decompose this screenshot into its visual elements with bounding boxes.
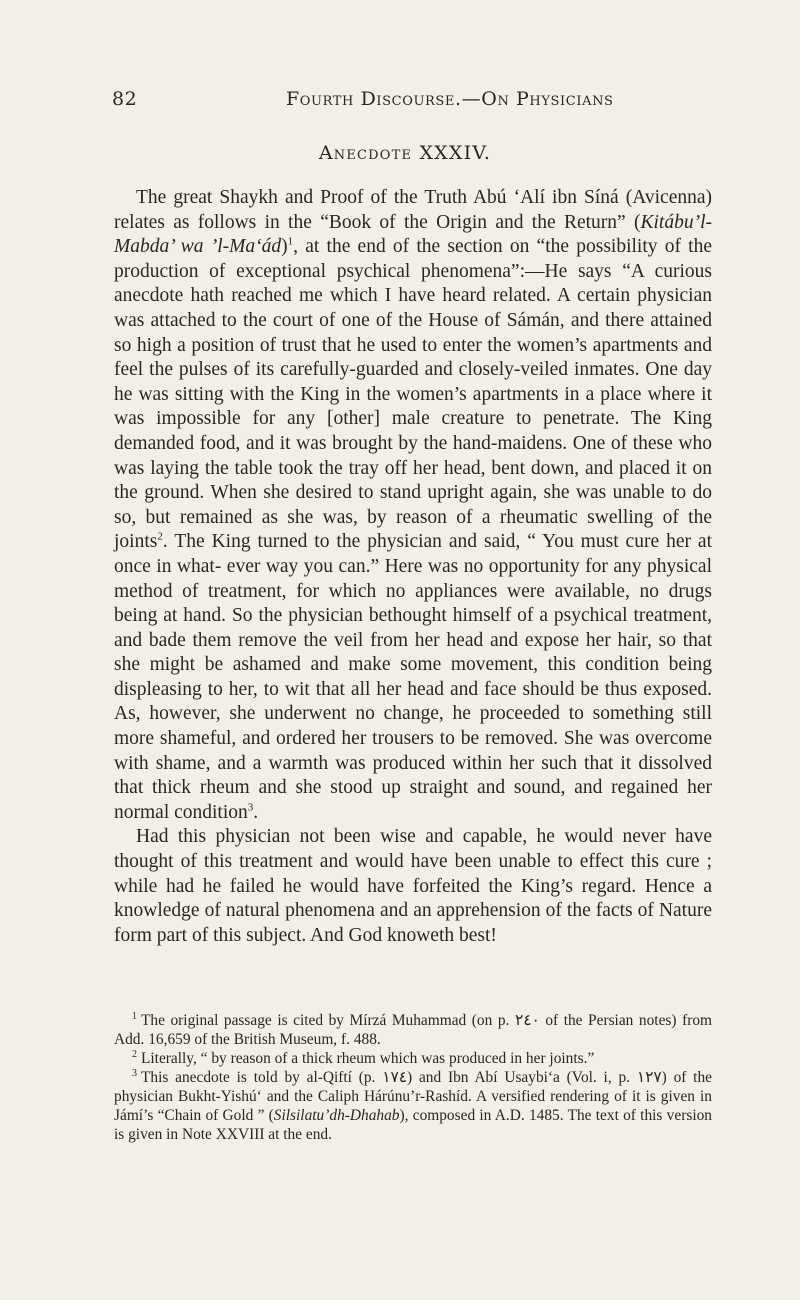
- footnote-3-text-a: This anecdote is told by al-Qiftí (p.: [141, 1069, 383, 1086]
- footnote-3: [114, 1068, 712, 1144]
- footnote-ref-2[interactable]: 2: [157, 530, 163, 543]
- paragraph-1: [114, 186, 712, 825]
- paragraph-1-part-e: .: [253, 801, 259, 823]
- running-title: Fourth Discourse.—On Physicians: [286, 88, 614, 110]
- footnote-3-book-title: Silsilatu’dh-Dhahab: [273, 1107, 400, 1124]
- footnote-3-arabic-page-2: ١٢٧: [636, 1069, 662, 1086]
- paragraph-1-part-c: , at the end of the section on “the possibility of the production of exceptional psychical phenomena”:—He says “A curious anecdote hath reached me which I have heard related. A certain physician was attached to the court of one of the House of Sámán, and there attained so high a position of trust that he used to enter the women’s apartments and feel the pulses of its carefully-guarded and closely-veiled inmates. One day he was sitting with the King in the women’s apartments in a place where it was impossible for any [other] male creature to penetrate. The King demanded food, and it was brought by the hand-maidens. One of these who was laying the table took the tray off her head, bent down, and placed it on the ground. When she desired to stand upright again, she was unable to do so, but remained as she was, by reason of a rheumatic swelling of the joints: [114, 236, 712, 553]
- paragraph-1-part-a: The great Shaykh and Proof of the Truth Abú ‘Alí ibn Síná (Avicenna) relates as follows in the “Book of the Origin and the Return” (: [114, 187, 712, 233]
- footnote-2: [114, 1049, 712, 1068]
- footnote-3-text-b: ) and Ibn Abí Usaybi‘a (Vol. i, p.: [407, 1069, 637, 1086]
- footnotes: [114, 1011, 712, 1144]
- paragraph-2: Had this physician not been wise and capable, he would never have thought of this treatment and would have been unable to effect this cure ; while had he failed he would have forfeited the King’s regard. Hence a knowledge of natural phenomena and an apprehension of the facts of Nature form part of this subject. And God knoweth best!: [114, 826, 712, 946]
- book-title-italic: Kitábu’l-Mabda’ wa ’l-Ma‘ád: [114, 211, 712, 258]
- running-head: [112, 88, 712, 118]
- footnote-1-text-b: of the Persian notes) from Add. 16,659 of the British Museum, f. 488.: [114, 1012, 712, 1048]
- footnote-1-arabic-page: ٢٤٠: [514, 1012, 540, 1029]
- footnote-3-arabic-page-1: ١٧٤: [382, 1069, 408, 1086]
- footnote-ref-3[interactable]: 3: [247, 801, 254, 814]
- footnote-3-text-d: ), composed in A.D. 1485. The text of this version is given in Note XXVIII at the end.: [114, 1107, 712, 1143]
- footnote-ref-1[interactable]: 1: [287, 235, 294, 248]
- footnote-1-mark: 1: [132, 1010, 137, 1022]
- paragraph-1-part-b: ): [281, 236, 288, 258]
- anecdote-heading: Anecdote XXXIV.: [318, 142, 492, 164]
- footnote-1-text-a: The original passage is cited by Mírzá Muhammad (on p.: [141, 1012, 515, 1029]
- footnote-3-mark: 3: [132, 1067, 137, 1079]
- paragraph-1-part-d: . The King turned to the physician and said, “ You must cure her at once in what- ever way you can.” Here was no opportunity for any physical method of treatment, for which no appliances were available, no drugs being at hand. So the physician bethought himself of a psychical treatment, and bade them remove the veil from her head and expose her hair, so that she might be ashamed and make some movement, this condition being displeasing to her, to wit that all her head and face should be thus exposed. As, however, she underwent no change, he proceeded to something still more shameful, and ordered her trousers to be removed. She was overcome with shame, and a warmth was produced within her such that it dissolved that thick rheum and she stood up straight and sound, and regained her normal condition: [114, 531, 712, 823]
- footnote-2-text: Literally, “ by reason of a thick rheum which was produced in her joints.”: [141, 1050, 595, 1067]
- page-number: 82: [112, 88, 138, 110]
- footnote-3-text-c: ) of the physician Bukht-Yishú‘ and the Caliph Hárúnu’r-Rashíd. A versified rendering of it is given in Jámí’s “Chain of Gold ” (: [114, 1069, 712, 1124]
- footnote-1: [114, 1011, 712, 1049]
- main-text: [114, 186, 712, 948]
- footnote-2-mark: 2: [132, 1048, 137, 1060]
